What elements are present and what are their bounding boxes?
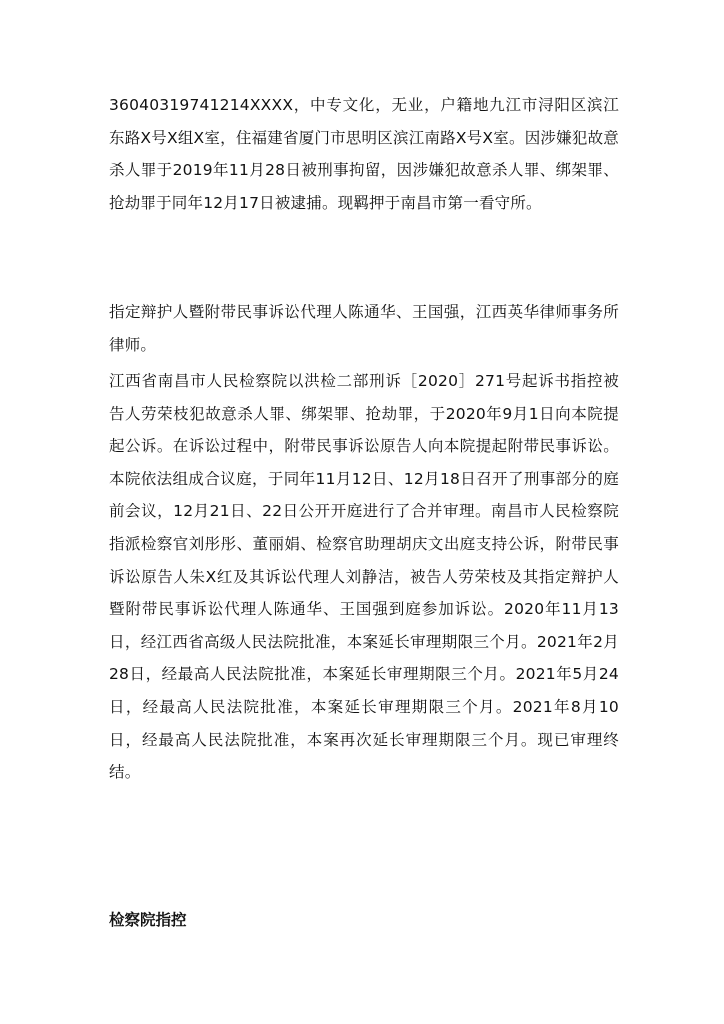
defense-counsel-paragraph: 指定辩护人暨附带民事诉讼代理人陈通华、王国强，江西英华律师事务所律师。 (109, 303, 619, 354)
section-heading: 检察院指控 (109, 911, 187, 929)
defendant-info-paragraph: 36040319741214XXXX，中专文化，无业，户籍地九江市浔阳区滨江东路X号X组X室，住福建省厦门市思明区滨江南路X号X室。因涉嫌犯故意杀人罪于2019年11月28日被刑事拘留，因涉嫌犯故意杀人罪、绑架罪、抢劫罪于同年12月17日被逮捕。现羁押于南昌市第一看守所。 (109, 96, 619, 212)
case-procedure-paragraph: 江西省南昌市人民检察院以洪检二部刑诉［2020］271号起诉书指控被告人劳荣枝犯故意杀人罪、绑架罪、抢劫罪，于2020年9月1日向本院提起公诉。在诉讼过程中，附带民事诉讼原告人向本院提起附带民事诉讼。本院依法组成合议庭，于同年11月12日、12月18日召开了刑事部分的庭前会议，12月21日、22日公开开庭进行了合并审理。南昌市人民检察院指派检察官刘彤彤、董丽娟、检察官助理胡庆文出庭支持公诉，附带民事诉讼原告人朱X红及其诉讼代理人刘静洁，被告人劳荣枝及其指定辩护人暨附带民事诉讼代理人陈通华、王国强到庭参加诉讼。2020年11月13日，经江西省高级人民法院批准，本案延长审理期限三个月。2021年2月28日，经最高人民法院批准，本案延长审理期限三个月。2021年5月24日，经最高人民法院批准，本案延长审理期限三个月。2021年8月10日，经最高人民法院批准，本案再次延长审理期限三个月。现已审理终结。 (109, 372, 619, 782)
